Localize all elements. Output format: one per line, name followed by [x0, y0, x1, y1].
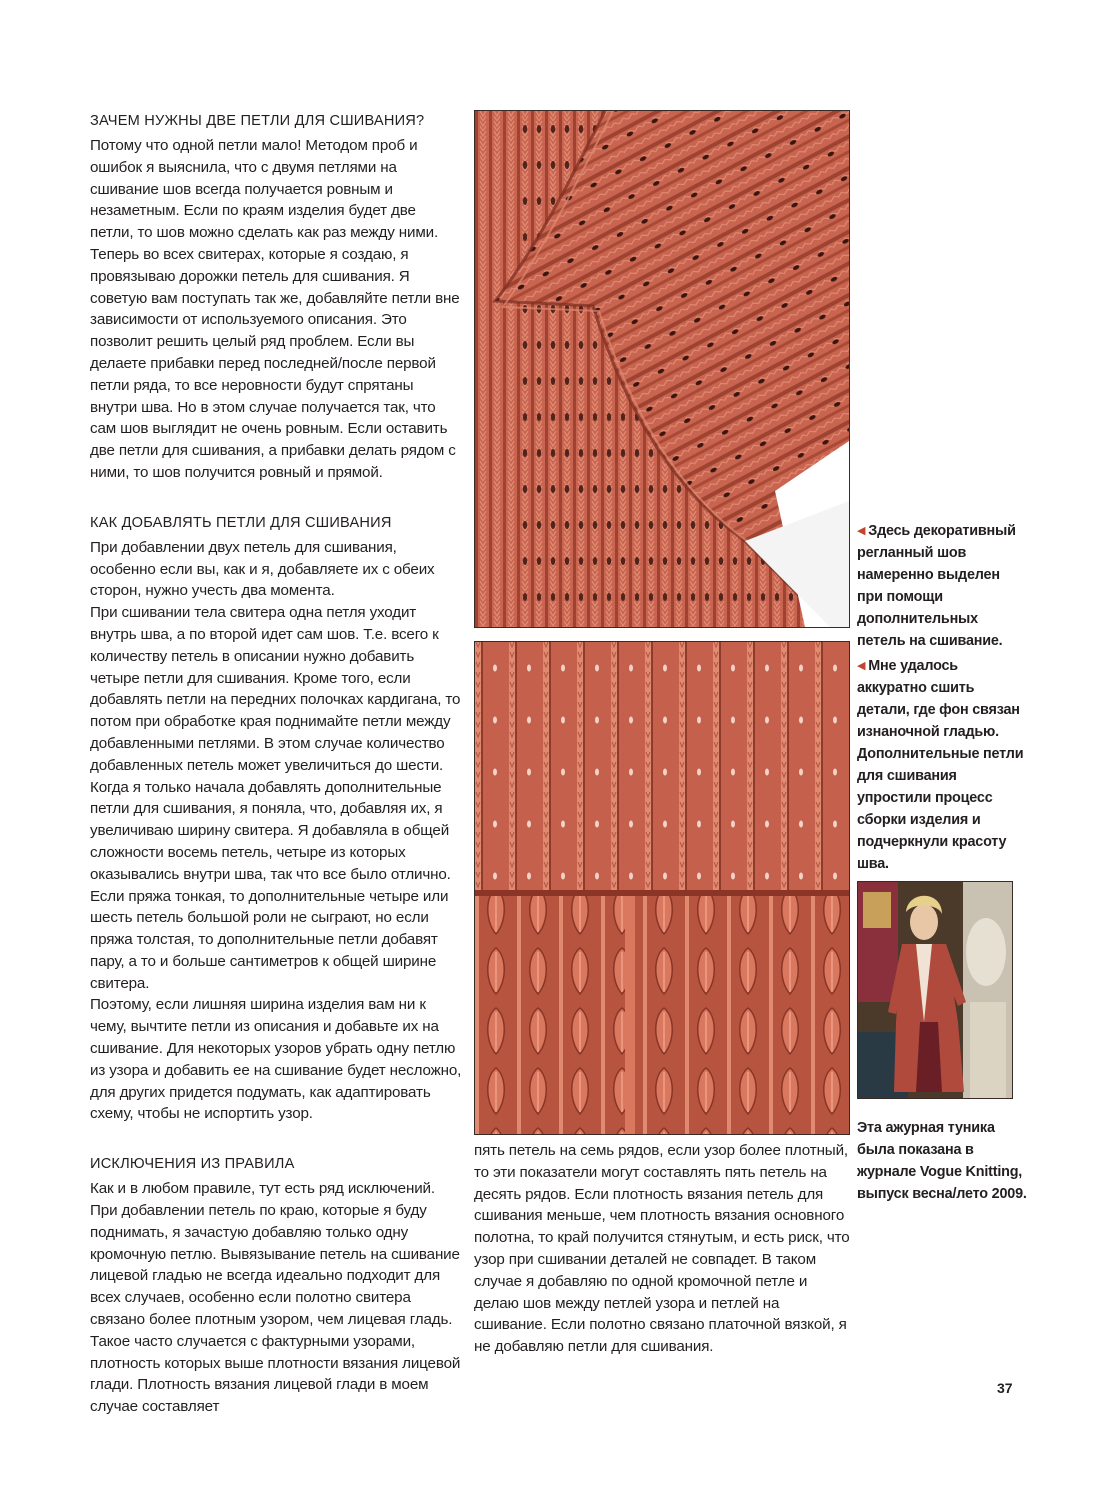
caption-raglan: ◀ Здесь декоративный регланный шов намеренно выделен при помощи дополнительных петель на сшивание. [857, 523, 1016, 649]
page-number: 37 [997, 1380, 1013, 1396]
caption-triangle-icon: ◀ [857, 660, 866, 672]
caption-triangle-icon: ◀ [857, 525, 866, 537]
section-heading: КАК ДОБАВЛЯТЬ ПЕТЛИ ДЛЯ СШИВАНИЯ [90, 514, 392, 531]
caption-tunic: Эта ажурная туника была показана в журнале Vogue Knitting, выпуск весна/лето 2009. [857, 1120, 1027, 1202]
section-why-two-stitches [90, 110, 462, 484]
paragraph: Когда я только начала добавлять дополнительные петли для сшивания, я поняла, что, добавляя их, я увеличиваю ширину свитера. Я добавляла в общей сложности восемь петель, четыре из которых оказывались внутри шва, так что все было отлично. [90, 778, 451, 883]
photo-purl-seam [474, 641, 850, 1135]
paragraph: Потому что одной петли мало! Методом проб и ошибок я выяснила, что с двумя петлями на сшивание шов всегда получается ровным и незаметным. Если по краям изделия будет две петли, то шов можно сделать как раз между ними. [90, 137, 439, 242]
paragraph: При добавлении двух петель для сшивания, особенно если вы, как и я, добавляете их с обеих сторон, нужно учесть два момента. [90, 538, 435, 600]
photo-raglan-seam [474, 110, 850, 628]
paragraph: Теперь во всех свитерах, которые я создаю, я провязываю дорожки петель для сшивания. Я советую вам поступать так же, добавляйте петли вне зависимости от используемого описания. Это позволит решить целый ряд проблем. Если вы делаете прибавки перед последней/после первой петли ряда, то все неровности будут спрятаны внутри шва. Но в этом случае получается так, что сам шов выглядит не очень ровным. Если оставить две петли для сшивания, а прибавки делать рядом с ними, то шов получится ровный и прямой. [90, 245, 460, 481]
paragraph: Если пряжа тонкая, то дополнительные четыре или шесть петель большой роли не сыграют, но если пряжа толстая, то дополнительные петли добавят пару, а то и больше сантиметров к общей ширине свитера. [90, 887, 449, 992]
paragraph-continued: пять петель на семь рядов, если узор более плотный, то эти показатели могут составлять пять петель на десять рядов. Если плотность вязания петель для сшивания меньше, чем плотность вязания основного полотна, то край получится стянутым, и есть риск, что узор при сшивании деталей не совпадет. В таком случае я добавляю по одной кромочной петле и делаю шов между петлей узора и петлей на сшивание. Если полотно связано платочной вязкой, я не добавляю петли для сшивания. [474, 1142, 850, 1356]
photo-tunic [857, 881, 1013, 1099]
paragraph: Поэтому, если лишняя ширина изделия вам ни к чему, вычтите петли из описания и добавьте их на сшивание. Для некоторых узоров убрать одну петлю из узора и добавить ее на сшивание будет несложно, для других придется подумать, как адаптировать схему, чтобы не испортить узор. [90, 996, 462, 1123]
middle-column [474, 1140, 850, 1358]
section-heading: ИСКЛЮЧЕНИЯ ИЗ ПРАВИЛА [90, 1156, 295, 1173]
caption-purl: ◀ Мне удалось аккуратно сшить детали, где фон связан изнаночной гладью. Дополнительные петли для сшивания упростили процесс сборки изделия и подчеркнули красоту шва. [857, 658, 1024, 872]
section-exceptions [90, 1153, 462, 1418]
paragraph: Как и в любом правиле, тут есть ряд исключений. [90, 1180, 435, 1198]
left-column [90, 110, 462, 1446]
section-heading: ЗАЧЕМ НУЖНЫ ДВЕ ПЕТЛИ ДЛЯ СШИВАНИЯ? [90, 113, 425, 129]
section-how-to-add [90, 512, 462, 1126]
paragraph: При добавлении петель по краю, которые я буду поднимать, я зачастую добавляю только одну кромочную петлю. Вывязывание петель на сшивание лицевой гладью не всегда идеально подходит для всех случаев, особенно если полотно свитера связано более плотным узором, чем лицевая гладь. Такое часто случается с фактурными узорами, плотность которых выше плотности вязания лицевой глади. Плотность вязания лицевой глади в моем случае составляет [90, 1202, 461, 1416]
paragraph: При сшивании тела свитера одна петля уходит внутрь шва, а по второй идет сам шов. Т.е. всего к количеству петель в описании нужно добавить четыре петли для сшивания. Кроме того, если добавлять петли на передних полочках кардигана, то потом при обработке края поднимайте петли между добавленными петлями. В этом случае количество добавленных петель может увеличиться до шести. [90, 604, 461, 774]
